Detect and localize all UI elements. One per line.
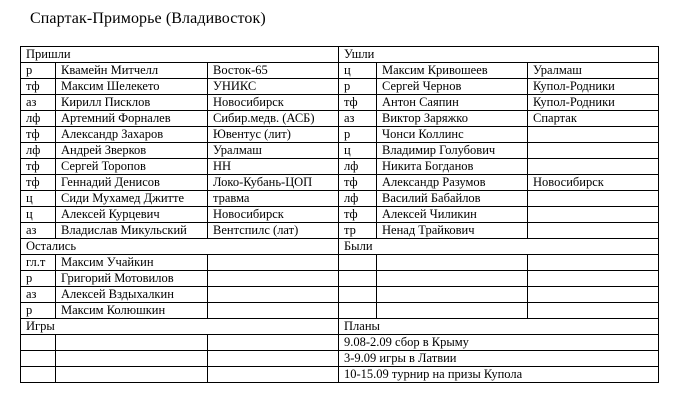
left-position: аз	[339, 111, 377, 127]
empty-cell	[208, 303, 339, 319]
arrived-player: Квамейн Митчелл	[56, 63, 208, 79]
empty-cell	[208, 255, 339, 271]
section-games: Игры	[21, 319, 339, 335]
arrived-from-club: Новосибирск	[208, 207, 339, 223]
arrived-player: Сиди Мухамед Джитте	[56, 191, 208, 207]
left-to-club	[528, 207, 659, 223]
section-header-row	[21, 239, 659, 255]
arrived-position: тф	[21, 127, 56, 143]
arrived-position: лф	[21, 111, 56, 127]
section-header-row	[21, 47, 659, 63]
left-to-club	[528, 191, 659, 207]
empty-cell	[339, 271, 377, 287]
arrived-player: Сергей Торопов	[56, 159, 208, 175]
arrived-position: р	[21, 63, 56, 79]
left-to-club	[528, 223, 659, 239]
left-to-club: Купол-Родники	[528, 95, 659, 111]
arrived-player: Максим Шелекето	[56, 79, 208, 95]
left-player: Василий Бабайлов	[377, 191, 528, 207]
arrived-player: Андрей Зверков	[56, 143, 208, 159]
left-position: тр	[339, 223, 377, 239]
arrived-player: Владислав Микульский	[56, 223, 208, 239]
transfer-row	[21, 223, 659, 239]
arrived-from-club: Локо-Кубань-ЦОП	[208, 175, 339, 191]
plan-item: 3-9.09 игры в Латвии	[339, 351, 659, 367]
empty-cell	[377, 271, 528, 287]
empty-cell	[208, 271, 339, 287]
plan-row	[21, 351, 659, 367]
arrived-player: Артемний Форналев	[56, 111, 208, 127]
empty-cell	[208, 335, 339, 351]
arrived-from-club: Сибир.медв. (АСБ)	[208, 111, 339, 127]
arrived-from-club: НН	[208, 159, 339, 175]
left-to-club	[528, 143, 659, 159]
stayed-player: Григорий Мотовилов	[56, 271, 208, 287]
arrived-from-club: травма	[208, 191, 339, 207]
left-to-club: Уралмаш	[528, 63, 659, 79]
left-player: Чонси Коллинс	[377, 127, 528, 143]
arrived-player: Александр Захаров	[56, 127, 208, 143]
arrived-from-club: Уралмаш	[208, 143, 339, 159]
plan-row	[21, 367, 659, 383]
stayed-position: аз	[21, 287, 56, 303]
left-position: тф	[339, 175, 377, 191]
left-position: ц	[339, 143, 377, 159]
left-player: Виктор Заряжко	[377, 111, 528, 127]
left-player: Никита Богданов	[377, 159, 528, 175]
arrived-from-club: Вентспилс (лат)	[208, 223, 339, 239]
stayed-row	[21, 303, 659, 319]
section-plans: Планы	[339, 319, 659, 335]
arrived-from-club: Восток-65	[208, 63, 339, 79]
document-title: Спартак-Приморье (Владивосток)	[30, 10, 266, 27]
arrived-position: тф	[21, 79, 56, 95]
stayed-row	[21, 271, 659, 287]
stayed-row	[21, 287, 659, 303]
stayed-position: р	[21, 303, 56, 319]
left-position: р	[339, 127, 377, 143]
arrived-position: ц	[21, 191, 56, 207]
stayed-position: гл.т	[21, 255, 56, 271]
plan-item: 10-15.09 турнир на призы Купола	[339, 367, 659, 383]
left-position: ц	[339, 63, 377, 79]
left-player: Антон Саяпин	[377, 95, 528, 111]
empty-cell	[21, 335, 56, 351]
arrived-from-club: Ювентус (лит)	[208, 127, 339, 143]
left-position: лф	[339, 159, 377, 175]
arrived-player: Алексей Курцевич	[56, 207, 208, 223]
transfer-row	[21, 111, 659, 127]
stayed-player: Максим Учайкин	[56, 255, 208, 271]
stayed-row	[21, 255, 659, 271]
left-to-club: Новосибирск	[528, 175, 659, 191]
transfer-row	[21, 143, 659, 159]
empty-cell	[528, 303, 659, 319]
stayed-player: Алексей Вздыхалкин	[56, 287, 208, 303]
arrived-position: ц	[21, 207, 56, 223]
empty-cell	[528, 287, 659, 303]
section-arrived: Пришли	[21, 47, 339, 63]
left-to-club: Купол-Родники	[528, 79, 659, 95]
arrived-position: аз	[21, 95, 56, 111]
plan-row	[21, 335, 659, 351]
left-to-club: Спартак	[528, 111, 659, 127]
empty-cell	[208, 287, 339, 303]
left-to-club	[528, 159, 659, 175]
empty-cell	[56, 351, 208, 367]
empty-cell	[21, 367, 56, 383]
transfer-row	[21, 127, 659, 143]
plan-item: 9.08-2.09 сбор в Крыму	[339, 335, 659, 351]
transfer-row	[21, 95, 659, 111]
arrived-player: Геннадий Денисов	[56, 175, 208, 191]
arrived-position: аз	[21, 223, 56, 239]
stayed-player: Максим Колюшкин	[56, 303, 208, 319]
left-position: р	[339, 79, 377, 95]
empty-cell	[339, 303, 377, 319]
left-player: Максим Кривошеев	[377, 63, 528, 79]
arrived-position: лф	[21, 143, 56, 159]
section-stayed: Остались	[21, 239, 339, 255]
empty-cell	[528, 255, 659, 271]
empty-cell	[377, 255, 528, 271]
transfer-row	[21, 175, 659, 191]
arrived-player: Кирилл Писклов	[56, 95, 208, 111]
left-player: Сергей Чернов	[377, 79, 528, 95]
left-player: Алексей Чиликин	[377, 207, 528, 223]
arrived-position: тф	[21, 175, 56, 191]
empty-cell	[21, 351, 56, 367]
left-position: тф	[339, 95, 377, 111]
arrived-from-club: УНИКС	[208, 79, 339, 95]
section-were: Были	[339, 239, 659, 255]
transfer-row	[21, 63, 659, 79]
empty-cell	[377, 287, 528, 303]
section-left: Ушли	[339, 47, 659, 63]
arrived-position: тф	[21, 159, 56, 175]
left-player: Александр Разумов	[377, 175, 528, 191]
roster-table	[20, 46, 659, 383]
empty-cell	[377, 303, 528, 319]
left-player: Владимир Голубович	[377, 143, 528, 159]
empty-cell	[56, 335, 208, 351]
arrived-from-club: Новосибирск	[208, 95, 339, 111]
transfer-row	[21, 79, 659, 95]
left-to-club	[528, 127, 659, 143]
left-position: тф	[339, 207, 377, 223]
transfer-row	[21, 207, 659, 223]
empty-cell	[208, 367, 339, 383]
empty-cell	[339, 287, 377, 303]
section-header-row	[21, 319, 659, 335]
left-player: Ненад Трайкович	[377, 223, 528, 239]
transfer-row	[21, 159, 659, 175]
empty-cell	[528, 271, 659, 287]
stayed-position: р	[21, 271, 56, 287]
left-position: лф	[339, 191, 377, 207]
transfer-row	[21, 191, 659, 207]
empty-cell	[339, 255, 377, 271]
empty-cell	[56, 367, 208, 383]
empty-cell	[208, 351, 339, 367]
